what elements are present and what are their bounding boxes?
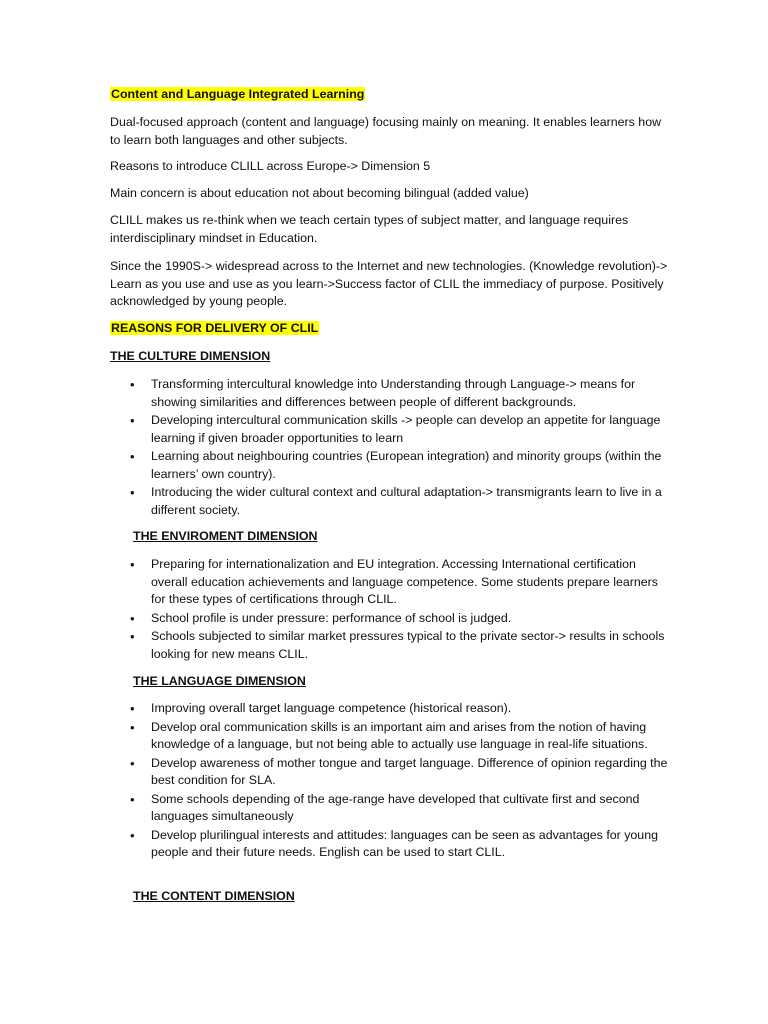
bullet-icon: • — [130, 629, 135, 644]
list-item — [110, 556, 670, 609]
list-item-text: Develop oral communication skills is an important aim and arises from the notion of having knowledge of a language, but not being able to actually use language in real-life situations. — [151, 719, 648, 751]
culture-list — [110, 376, 670, 520]
content-heading-line — [133, 888, 693, 906]
paragraph-reasons: Reasons to introduce CLILL across Europe-> Dimension 5 — [110, 159, 431, 173]
language-heading-line — [133, 673, 693, 691]
list-item-text: Some schools depending of the age-range have developed that cultivate first and second languages simultaneously — [151, 791, 640, 823]
list-item-text: Learning about neighbouring countries (European integration) and minority groups (within the learners’ own country). — [151, 449, 662, 481]
paragraph-intro: Dual-focused approach (content and language) focusing mainly on meaning. It enables learners how to learn both languages and other subjects. — [110, 115, 662, 147]
list-item-text: Improving overall target language competence (historical reason). — [151, 701, 512, 715]
culture-heading-line — [110, 348, 670, 366]
environment-list — [110, 556, 670, 664]
list-item — [110, 484, 670, 519]
list-item — [110, 719, 670, 754]
language-heading: THE LANGUAGE DIMENSION — [133, 674, 306, 688]
list-item — [110, 755, 670, 790]
list-item — [110, 448, 670, 483]
list-item — [110, 376, 670, 411]
bullet-icon: • — [130, 791, 135, 807]
paragraph-rethink: CLILL makes us re-think when we teach certain types of subject matter, and language requires interdisciplinary mindset in Education. — [110, 213, 629, 245]
bullet-icon: • — [130, 377, 135, 392]
list-item — [110, 827, 670, 862]
reasons-heading-line — [110, 320, 670, 338]
list-item — [110, 412, 670, 447]
list-item-text: Transforming intercultural knowledge into Understanding through Language-> means for showing similarities and differences between people of different backgrounds. — [151, 377, 636, 409]
bullet-icon: • — [130, 449, 135, 464]
list-item — [110, 628, 670, 663]
list-item — [110, 700, 670, 718]
bullet-icon: • — [130, 413, 135, 428]
bullet-icon: • — [130, 701, 135, 716]
content-heading: THE CONTENT DIMENSION — [133, 889, 295, 903]
document-title: Content and Language Integrated Learning — [111, 87, 365, 101]
list-item-text: Develop plurilingual interests and attitudes: languages can be seen as advantages for young people and their future needs. English can be used to start CLIL. — [151, 827, 658, 859]
bullet-icon: • — [130, 827, 135, 843]
list-item — [110, 610, 670, 628]
bullet-icon: • — [130, 719, 135, 735]
list-item — [110, 791, 670, 826]
reasons-heading: REASONS FOR DELIVERY OF CLIL — [111, 321, 319, 335]
environment-heading-line — [133, 528, 693, 546]
bullet-icon: • — [130, 485, 135, 500]
list-item-text: Developing intercultural communication skills -> people can develop an appetite for language learning if given broader opportunities to learn — [151, 413, 661, 445]
language-list — [110, 700, 670, 863]
document-title-line — [110, 86, 670, 104]
culture-heading: THE CULTURE DIMENSION — [110, 349, 271, 363]
bullet-icon: • — [130, 755, 135, 771]
paragraph-concern: Main concern is about education not about becoming bilingual (added value) — [110, 186, 529, 200]
list-item-text: Introducing the wider cultural context and cultural adaptation-> transmigrants learn to live in a different society. — [151, 485, 662, 517]
list-item-text: Develop awareness of mother tongue and target language. Difference of opinion regarding the best condition for SLA. — [151, 755, 668, 787]
environment-heading: THE ENVIROMENT DIMENSION — [133, 529, 318, 543]
list-item-text: Schools subjected to similar market pressures typical to the private sector-> results in schools looking for new means CLIL. — [151, 629, 665, 661]
list-item-text: Preparing for internationalization and EU integration. Accessing International certification overall education achievements and language competence. Some students prepare learners for these types of certifications through CLIL. — [151, 557, 658, 606]
list-item-text: School profile is under pressure: performance of school is judged. — [151, 610, 512, 625]
bullet-icon: • — [130, 557, 135, 572]
paragraph-history: Since the 1990S-> widespread across to the Internet and new technologies. (Knowledge revolution)-> Learn as you use and use as you learn->Success factor of CLIL the immediacy of purpose. Positively acknowledged by young people. — [110, 259, 668, 308]
bullet-icon: • — [130, 610, 135, 626]
